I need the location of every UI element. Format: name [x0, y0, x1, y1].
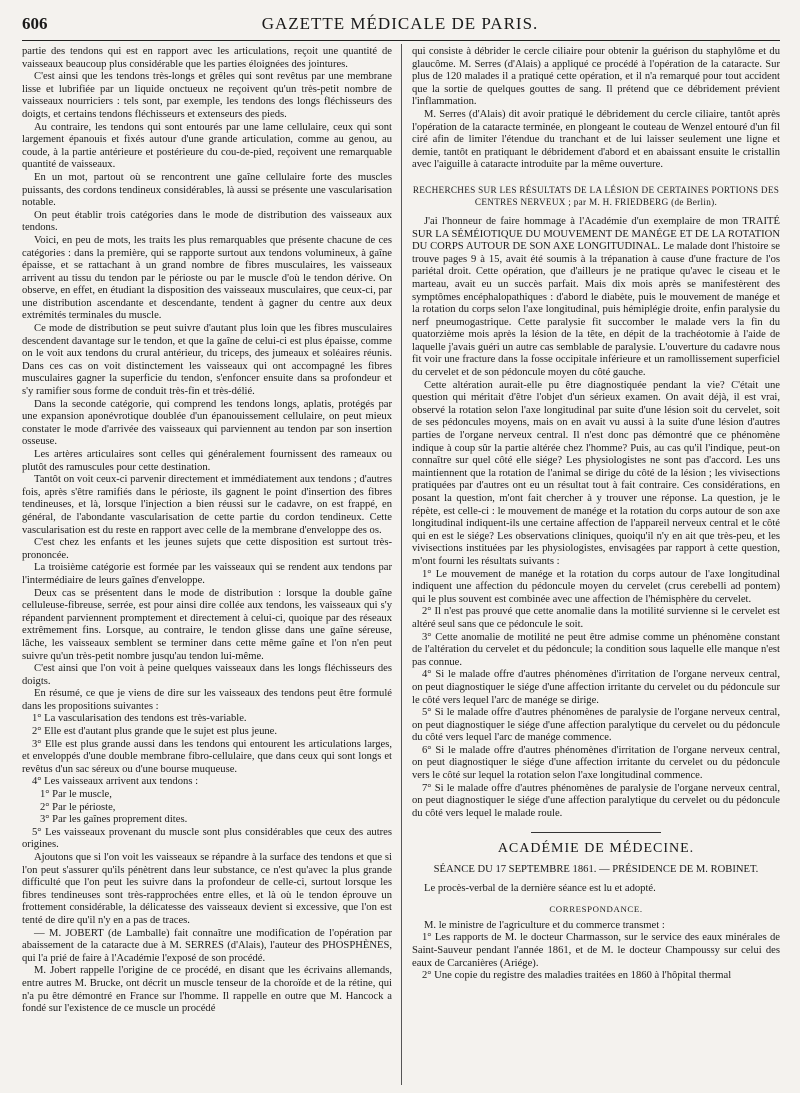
- header-rule: [22, 40, 780, 41]
- left-column: [22, 46, 392, 1085]
- paragraph: J'ai l'honneur de faire hommage à l'Académie d'un exemplaire de mon TRAITÉ SUR LA SÉMÉIOTIQUE DU MOUVEMENT DE MANÉGE ET DE LA ROTATION DU CORPS AUTOUR DE SON AXE LONGITUDINAL. Le malade dont l'histoire se trouve pages 9 à 15, avait été soumis à la trépanation à cause d'une fracture de l'os pariétal droit. Cette opération, que d'ailleurs je ne pratique qu'avec le ciseau et le marteau, avait eu un succès parfait. Mais dix mois après se manifestèrent des symptômes encéphalopathiques : d'abord le diabète, puis le mouvement de manége et la rotation du corps selon l'axe longitudinal, puis hémiplégie droite, enfin paralysie du nerf pneumogastrique. Cette paralysie fit succomber le malade vers la fin du quatorzième mois après la lésion de la tête, en dépit de la trachéotomie à l'aide de laquelle j'avais guéri un autre cas semblable de paralysie. L'ouverture du cadavre nous fit voir une fracture dans la fosse occipitale inférieure et un ramollissement superficiel du cervelet et de son pédoncule moyen du côté gauche.: [412, 215, 780, 379]
- correspondence-heading: CORRESPONDANCE.: [549, 904, 643, 915]
- right-column: [412, 46, 780, 1085]
- paragraph: M. Serres (d'Alais) dit avoir pratiqué le débridement du cercle ciliaire, tantôt après l'opération de la cataracte terminée, en plongeant le couteau de Wenzel entouré d'un fil ciré afin de limiter l'étendue du tranchant et de lui laisser seulement une ligne et demie, tantôt en pratiquant le débridement d'abord et en abaissant ensuite le cristallin avec l'aiguille à cataracte introduite par la même ouverture.: [412, 108, 780, 171]
- paragraph: Voici, en peu de mots, les traits les plus remarquables que présente chacune de ces catégories : dans la première, qui se rapporte surtout aux tendons volumineux, à gaîne épaisse, et se rattachant à un grand nombre de fibres musculaires, les vaisseaux arrivent au tissu du tendon par le périoste ou par le muscle d'où le tendon dérive. On observe, en effet, en étudiant la disposition des vaisseaux musculaires, que ceux-ci, par une distribution ascendante et descendante, tendent à gagner du centre aux deux extrémités terminales du muscle.: [22, 234, 392, 322]
- proposition-item: 5° Les vaisseaux provenant du muscle sont plus considérables que ceux des autres origines.: [22, 826, 392, 851]
- correspondence-item: 1° Les rapports de M. le docteur Charmasson, sur le service des eaux minérales de Saint-Sauveur pendant l'année 1861, et de M. le docteur Champoussy sur celui des eaux de Carcanières (Ariége).: [412, 932, 780, 969]
- proposition-item: 4° Les vaisseaux arrivent aux tendons :: [32, 776, 199, 788]
- paragraph: Tantôt on voit ceux-ci parvenir directement et immédiatement aux tendons ; d'autres fois, après s'être ramifiés dans le périoste, ils gagnent le point d'insertion des fibres tendineuses, et là, lorsque l'injection a bien réussi sur le cadavre, on est frappé, en général, de l'abondante vascularisation de cette partie du cordon tendineux. Cette vascularisation est du reste en rapport avec celle de la membrane d'enveloppe des os.: [22, 474, 392, 536]
- paragraph: M. Jobert rappelle l'origine de ce procédé, en disant que les écrivains allemands, entre autres M. Brucke, ont décrit un muscle tenseur de la choroïde et de la rétine, qui n'a pu être démontré en France sur l'homme. Il rappelle en outre que M. Hancock a fondé sur l'existence de ce muscle un procédé: [22, 965, 392, 1015]
- paragraph: C'est chez les enfants et les jeunes sujets que cette disposition est surtout très-prononcée.: [22, 537, 392, 561]
- result-item: 3° Cette anomalie de motilité ne peut être admise comme un phénomène constant de l'altération du cervelet et du pédoncule; la condition sous laquelle elle manque n'est pas connue.: [412, 631, 780, 668]
- paragraph: En un mot, partout où se rencontrent une gaîne cellulaire forte des muscles puissants, des cordons tendineux considérables, là aussi se présente une vascularisation notable.: [22, 171, 392, 209]
- paragraph: C'est ainsi que les tendons très-longs et grêles qui sont revêtus par une membrane lisse et lubrifiée par un liquide onctueux ne reçoivent qu'un très-petit nombre de vaisseaux nourriciers : tels sont, par exemple, les tendons des longs fléchisseurs des doigts, et certains tendons fléchisseurs et extenseurs des pieds.: [22, 71, 392, 120]
- paragraph: M. le ministre de l'agriculture et du commerce transmet :: [424, 919, 665, 931]
- result-item: 1° Le mouvement de manége et la rotation du corps autour de l'axe longitudinal indiquent une affection du pédoncule moyen du cervelet (crus cerebelli ad pontem) qui le plus souvent est combinée avec une affection de l'hémisphère du cervelet.: [412, 568, 780, 605]
- paragraph: Les artères articulaires sont celles qui généralement fournissent des rameaux ou plutôt des ramuscules pour cette destination.: [22, 449, 392, 473]
- result-item: 7° Si le malade offre d'autres phénomènes de paralysie de l'organe nerveux central, on peut diagnostiquer le siége d'une affection paralytique du cervelet ou du pédoncule du côté vers lequel le malade roule.: [412, 782, 780, 819]
- paragraph: Le procès-verbal de la dernière séance est lu et adopté.: [424, 882, 656, 894]
- paragraph: partie des tendons qui est en rapport avec les articulations, reçoit une quantité de vaisseaux beaucoup plus considérable que les parties éloignées des jointures.: [22, 46, 392, 70]
- paragraph: La troisième catégorie est formée par les vaisseaux qui se rendent aux tendons par l'intermédiaire de leurs gaînes d'enveloppe.: [22, 562, 392, 586]
- column-divider: [401, 44, 402, 1085]
- proposition-item: 3° Elle est plus grande aussi dans les tendons qui entourent les articulations larges, et enveloppés d'une double membrane fibro-cellulaire, que dans ceux qui sont longs et revêtus d'un sac séreux ou d'une bourse muqueuse.: [22, 738, 392, 775]
- article-title: RECHERCHES SUR LES RÉSULTATS DE LA LÉSION DE CERTAINES PORTIONS DES CENTRES NERVEUX ; par M. H. FRIEDBERG (de Berlin).: [412, 184, 780, 207]
- proposition-item: 1° La vascularisation des tendons est très-variable.: [32, 713, 247, 725]
- running-title: GAZETTE MÉDICALE DE PARIS.: [261, 14, 539, 33]
- result-item: 5° Si le malade offre d'autres phénomènes de paralysie de l'organe nerveux central, on peut diagnostiquer le siége d'une affection paralytique du cervelet ou du pédoncule du côté vers lequel l'arc de manége commence.: [412, 707, 780, 744]
- sub-item: 1° Par le muscle,: [40, 789, 112, 801]
- paragraph: Dans la seconde catégorie, qui comprend les tendons longs, aplatis, protégés par une expansion aponévrotique doublée d'un épanouissement cellulaire, on peut mieux constater le mode d'arrivée des vaisseaux qui parviennent au tendon par son insertion osseuse.: [22, 398, 392, 448]
- proposition-item: 2° Elle est d'autant plus grande que le sujet est plus jeune.: [32, 726, 278, 738]
- result-item: 6° Si le malade offre d'autres phénomènes d'irritation de l'organe nerveux central, on peut diagnostiquer le siége d'une affection irritante du cervelet ou du pédoncule vers le côté sur lequel la rotation selon l'axe longitudinal commence.: [412, 744, 780, 782]
- paragraph: En résumé, ce que je viens de dire sur les vaisseaux des tendons peut être formulé dans les propositions suivantes :: [22, 688, 392, 712]
- paragraph: On peut établir trois catégories dans le mode de distribution des vaisseaux aux tendons.: [22, 209, 392, 234]
- result-item: 4° Si le malade offre d'autres phénomènes d'irritation de l'organe nerveux central, on peut diagnostiquer le siége d'une affection irritante du cervelet ou du pédoncule sur le côté vers lequel l'arc de manége se dirige.: [412, 669, 780, 706]
- paragraph: Deux cas se présentent dans le mode de distribution : lorsque la double gaîne celluleuse-fibreuse, serrée, est pour ainsi dire collée aux tendons, les vaisseaux qui s'y répandent parviennent promptement et directement à celui-ci, quoique par des réseaux extrêmement fins. Lorsque, au contraire, le tendon glisse dans une gaîne séreuse, lâche, les vaisseaux semblent se terminer dans cette même gaîne et l'on n'en peut suivre qu'un très-petit nombre jusqu'au tendon lui-même.: [22, 587, 392, 662]
- section-separator: [531, 832, 661, 833]
- sub-item: 3° Par les gaînes proprement dites.: [40, 814, 188, 826]
- paragraph: Ce mode de distribution se peut suivre d'autant plus loin que les fibres musculaires descendent davantage sur le tendon, et que la gaîne de celui-ci est plus épaisse, comme on le voit aux tendons du crural antérieur, du triceps, des jumeaux et soléaires réunis. Dans ces cas on voit distinctement les vaisseaux qui ont accompagné les fibres musculaires gagner la superficie du tendon, s'enfoncer ensuite dans sa profondeur et s'y ramifier sous forme de conduit très-fin et très-délié.: [22, 323, 392, 398]
- session-line: SÉANCE DU 17 SEPTEMBRE 1861. — PRÉSIDENCE DE M. ROBINET.: [433, 864, 759, 876]
- paragraph: — M. JOBERT (de Lamballe) fait connaître une modification de l'opération par abaissement de la cataracte due à M. SERRES (d'Alais), l'auteur des PHOSPHÈNES, qui l'a prié de faire à l'Académie l'exposé de son procédé.: [22, 927, 392, 964]
- academy-title: ACADÉMIE DE MÉDECINE.: [497, 841, 695, 857]
- paragraph: qui consiste à débrider le cercle ciliaire pour obtenir la guérison du staphylôme et du glaucôme. M. Serres (d'Alais) a appliqué ce procédé à l'opération de la cataracte. Sur plus de 120 malades il a pratiqué cette opération, et il n'a remarqué pour tout accident que la sortie de quelques gouttes de sang. Il prétend que ce débridement prévient l'inflammation.: [412, 46, 780, 108]
- result-item: 2° Il n'est pas prouvé que cette anomalie dans la motilité survienne si le cervelet est altéré seul sans que ce pédoncule le soit.: [412, 606, 780, 630]
- paragraph: Ajoutons que si l'on voit les vaisseaux se répandre à la surface des tendons et que si l'on peut s'assurer qu'ils pénètrent dans leur substance, ce n'est qu'avec la plus grande difficulté que l'on peut les suivre dans la profondeur de celle-ci, surtout lorsque les fibres tendineuses sont très-rapprochées entre elles, et là où le tendon éprouve un frottement considérable, la délicatesse des vaisseaux devient si excessive, que l'on est tenté de dire qu'il n'y en a pas de traces.: [22, 852, 392, 926]
- correspondence-item: 2° Une copie du registre des maladies traitées en 1860 à l'hôpital thermal: [422, 970, 732, 982]
- page-number: 606: [22, 14, 48, 33]
- paragraph: Cette altération aurait-elle pu être diagnostiquée pendant la vie? C'était une question qui méritait d'être l'objet d'un sérieux examen. On avait déjà, il est vrai, observé la rotation selon l'axe longitudinal par suite d'une lésion soit du cervelet, soit de ses pédoncules moyens, mais on en avait vu aussi à la suite d'une lésion d'autres parties de l'organe nerveux central. Il n'est donc pas démontré que ce phénomène indique à coup sûr la partie altérée chez l'homme? Puis, au cas qu'il l'indique, peut-on connaître sur quel côté elle siége? Les physiologistes ne sont pas d'accord. Les uns maintiennent que la rotation de l'animal se dirige du côté de la lésion ; les vivisections pratiquées par d'autres ont eu un résultat tout à fait contraire. Ces considérations, en posant la question, m'ont fait chercher à y trouver une réponse. La question, je le répète, est celle-ci : le mouvement de manége et la rotation du corps autour de son axe longitudinal indiquent-ils une certaine affection de l'appareil nerveux central et le côté qui en est le siége? Les observations cliniques, quoiqu'il n'y en ait que très-peu, et les vivisections instituées par les physiologistes, envisagées par rapport à cette question, m'ont fourni les résultats suivants :: [412, 379, 780, 567]
- paragraph: C'est ainsi que l'on voit à peine quelques vaisseaux dans les longs fléchisseurs des doigts.: [22, 663, 392, 687]
- sub-item: 2° Par le périoste,: [40, 801, 116, 813]
- paragraph: Au contraire, les tendons qui sont entourés par une lame cellulaire, ceux qui sont largement épanouis et fixés autour d'une grande articulation, comme au genou, au coude, à la partie antérieure et postérieure du cou-de-pied, reçoivent une remarquable quantité de vaisseaux.: [22, 121, 392, 171]
